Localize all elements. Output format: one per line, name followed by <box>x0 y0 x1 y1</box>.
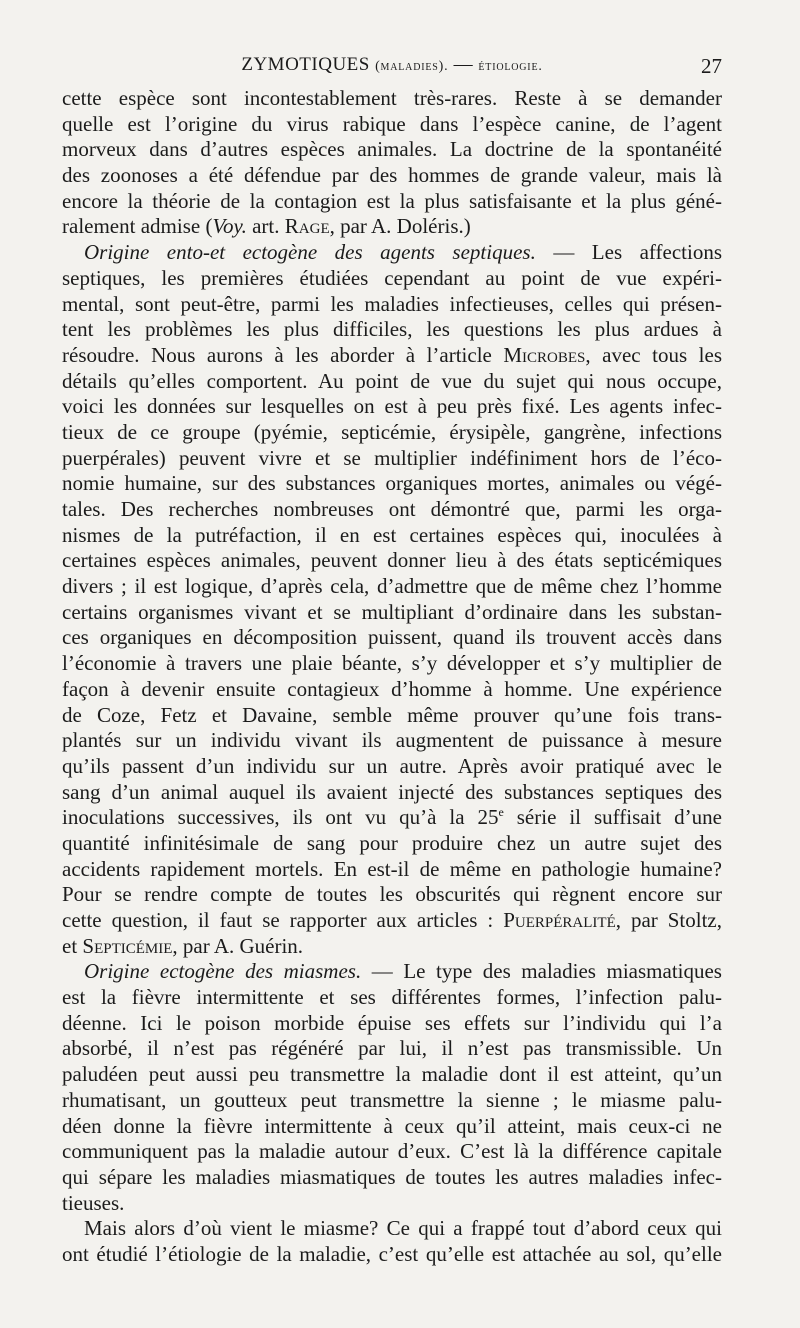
running-head-title <box>62 54 722 76</box>
text-run: , par Stoltz, <box>615 908 722 932</box>
text-line: qu’ils passent d’un individu sur un autre. Après avoir pratiqué avec le <box>62 753 722 778</box>
text-run: , par A. Guérin. <box>172 933 304 958</box>
text-line: absorbé, il n’est pas régénéré par lui, il n’est pas transmissible. Un <box>62 1036 722 1061</box>
text-line: quantité infinitésimale de sang pour produire chez un autre sujet des <box>62 830 722 855</box>
text-line <box>62 908 722 934</box>
text-line: façon à devenir ensuite contagieux d’homme à homme. Une expérience <box>62 676 722 701</box>
text-line: ont étudié l’étiologie de la maladie, c’est qu’elle est attachée au sol, qu’elle <box>62 1241 722 1266</box>
text-line: détails qu’elles comportent. Au point de vue du sujet qui nous occupe, <box>62 368 722 393</box>
text-line: divers ; il est logique, d’après cela, d’admettre que de même chez l’homme <box>62 574 722 599</box>
text-line: nismes de la putréfaction, il en est certaines espèces qui, inoculées à <box>62 522 722 547</box>
text-run: résoudre. Nous aurons à les aborder à l’article <box>62 342 504 367</box>
text-run: ralement admise ( <box>62 214 213 239</box>
text-line: tales. Des recherches nombreuses ont démontré que, parmi les orga- <box>62 497 722 521</box>
text-run: art. <box>246 214 285 239</box>
text-line: paludéen peut aussi peu transmettre la maladie dont il est atteint, qu’un <box>62 1062 722 1087</box>
superscript: e <box>498 805 504 820</box>
page-number: 27 <box>701 54 722 78</box>
text-line <box>62 240 722 266</box>
section-heading: Origine ectogène des miasmes. <box>84 959 362 984</box>
text-line: communiquent pas la maladie autour d’eux. C’est là la différence capitale <box>62 1139 722 1164</box>
text-line: quelle est l’origine du virus rabique dans l’espèce canine, de l’agent <box>62 111 722 136</box>
text-run: — Le type des maladies miasmatiques <box>361 959 722 984</box>
text-run: cette question, il faut se rapporter aux articles : <box>62 908 504 932</box>
running-head <box>62 54 722 82</box>
text-line <box>62 805 722 831</box>
text-line: tieux de ce groupe (pyémie, septicémie, érysipèle, gangrène, infections <box>62 419 722 444</box>
text-line: l’économie à travers une plaie béante, s’y développer et s’y multiplier de <box>62 651 722 676</box>
text-line <box>62 959 722 985</box>
text-line: certaines espèces animales, peuvent donner lieu à des états septicémiques <box>62 548 722 573</box>
running-head-paren: (maladies). <box>375 59 449 74</box>
text-line: tent les problèmes les plus difficiles, les questions les plus ardues à <box>62 317 722 342</box>
text-line <box>62 934 722 960</box>
text-line: déen donne la fièvre intermittente à ceux qu’il atteint, mais ceux-ci ne <box>62 1113 722 1138</box>
text-line: Mais alors d’où vient le miasme? Ce qui a frappé tout d’abord ceux qui <box>84 1216 722 1241</box>
text-run: série il suffisait d’une <box>503 805 722 830</box>
text-line: est la fièvre intermittente et ses différentes formes, l’infection palu- <box>62 985 722 1010</box>
text-line: nomie humaine, sur des substances organiques mortes, animales ou végé- <box>62 471 722 496</box>
running-head-section: étiologie. <box>478 59 543 74</box>
text-line: accidents rapidement mortels. En est-il de même en pathologie humaine? <box>62 856 722 881</box>
text-line: qui sépare les maladies miasmatiques de toutes les autres maladies infec- <box>62 1164 722 1189</box>
text-line: sang d’un animal auquel ils avaient injecté des substances septiques des <box>62 779 722 804</box>
text-line <box>62 343 722 369</box>
text-line: ces organiques en décomposition puissent, quand ils trouvent accès dans <box>62 625 722 650</box>
running-head-dash: — <box>453 54 474 75</box>
text-run: inoculations successives, ils ont vu qu’à la 25 <box>62 805 499 830</box>
text-run: , par A. Doléris.) <box>329 214 471 239</box>
cross-reference: Puerpéralité <box>503 908 616 932</box>
body-text <box>62 86 722 1268</box>
text-line: plantés sur un individu vivant ils augmentent de puissance à mesure <box>62 728 722 753</box>
text-line <box>62 214 722 240</box>
section-heading: Origine ento-et ectogène des agents septiques. <box>84 240 536 265</box>
text-line: voici les données sur lesquelles on est à peu près fixé. Les agents infec- <box>62 394 722 419</box>
text-line: mental, sont peut-être, parmi les maladies infectieuses, celles qui présen- <box>62 291 722 316</box>
running-head-main: ZYMOTIQUES <box>241 54 370 75</box>
text-line: déenne. Ici le poison morbide épuise ses effets sur l’individu qui l’a <box>62 1010 722 1035</box>
text-line: cette espèce sont incontestablement très-rares. Reste à se demander <box>62 86 722 110</box>
cross-reference: Septicémie <box>82 933 173 958</box>
text-line: certains organismes vivant et se multipliant d’ordinaire dans les substan- <box>62 599 722 624</box>
text-run: et <box>62 933 83 958</box>
text-line: des zoonoses a été défendue par des hommes de grande valeur, mais là <box>62 163 722 188</box>
text-line: Pour se rendre compte de toutes les obscurités qui règnent encore sur <box>62 882 722 907</box>
voy-abbrev: Voy. <box>212 214 247 239</box>
text-line: puerpérales) peuvent vivre et se multiplier indéfiniment hors de l’éco- <box>62 445 722 470</box>
text-line: de Coze, Fetz et Davaine, semble même prouver qu’une fois trans- <box>62 702 722 727</box>
text-run: — Les affections <box>535 240 722 265</box>
text-line: encore la théorie de la contagion est la plus satisfaisante et la plus géné- <box>62 188 722 213</box>
text-line: morveux dans d’autres espèces animales. La doctrine de la spontanéité <box>62 137 722 162</box>
text-line: septiques, les premières étudiées cependant au point de vue expéri- <box>62 265 722 290</box>
cross-reference: Microbes <box>503 342 586 367</box>
cross-reference: Rage <box>284 214 330 239</box>
text-line: tieuses. <box>62 1190 125 1215</box>
text-run: , avec tous les <box>585 342 722 367</box>
text-line: rhumatisant, un goutteux peut transmettre la sienne ; le miasme palu- <box>62 1087 722 1112</box>
